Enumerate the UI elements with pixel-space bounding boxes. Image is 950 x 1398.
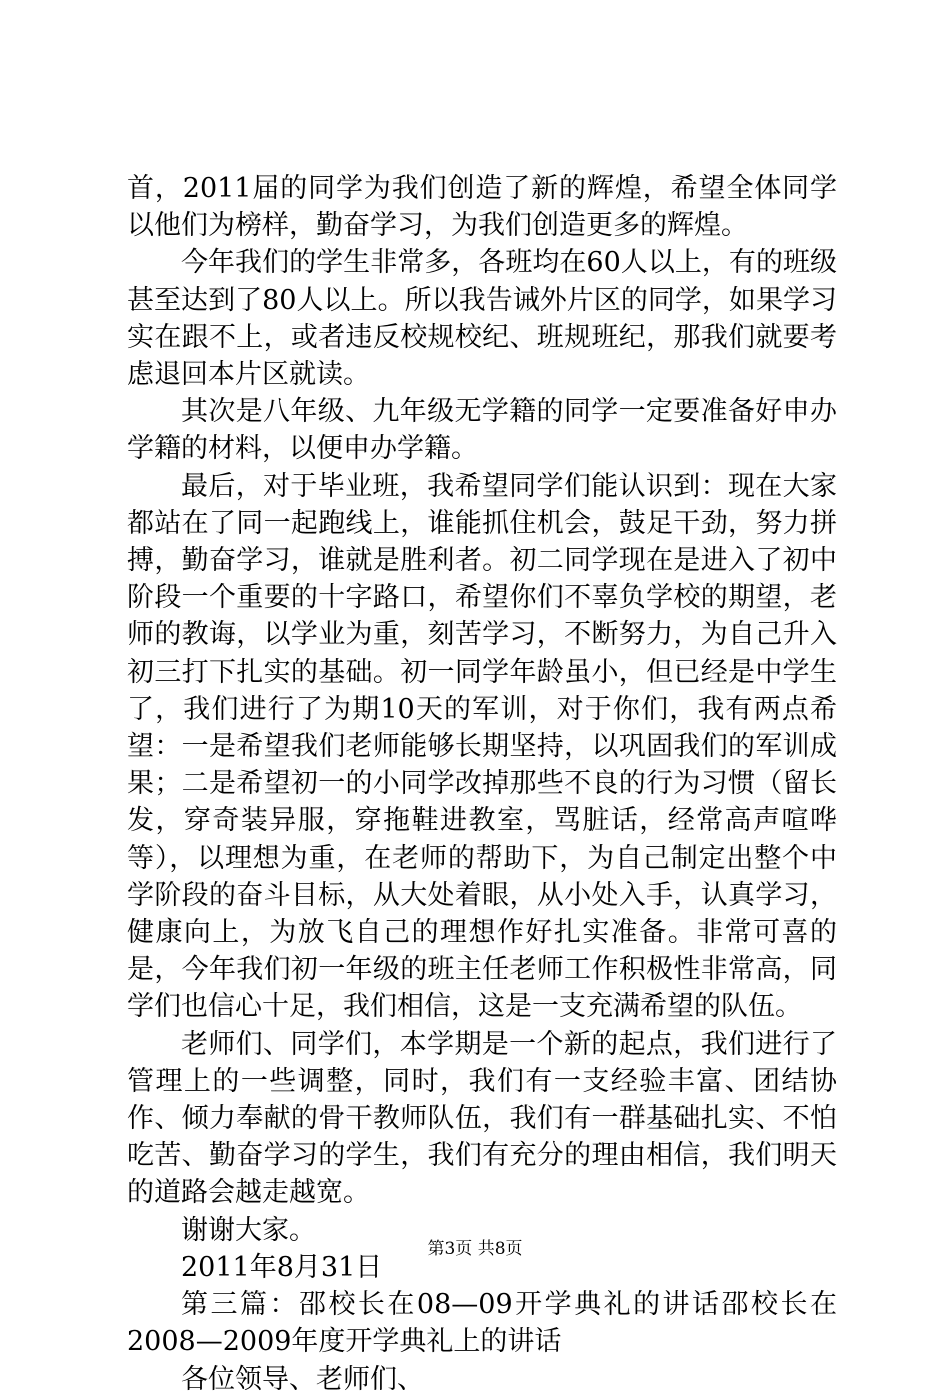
paragraph-thanks: 谢谢大家。 (181, 1214, 316, 1246)
paragraph-salutation: 各位领导、老师们、 (181, 1363, 424, 1395)
paragraph-student-numbers: 今年我们的学生非常多，各班均在60人以上，有的班级甚至达到了80人以上。所以我告诫外片区的同学，如果学习实在跟不上，或者违反校规校纪、班规班纪，那我们就要考虑退回本片区就读。 (127, 247, 837, 391)
page-footer (0, 1238, 950, 1260)
paragraph-date: 2011年8月31日 (181, 1251, 383, 1283)
paragraph-continuation: 首，2011届的同学为我们创造了新的辉煌，希望全体同学以他们为榜样，勤奋学习，为我们创造更多的辉煌。 (127, 173, 837, 242)
page-number-label: 第3页 共8页 (427, 1239, 523, 1259)
paragraph-closing-remarks: 老师们、同学们，本学期是一个新的起点，我们进行了管理上的一些调整，同时，我们有一支经验丰富、团结协作、倾力奉献的骨干教师队伍，我们有一群基础扎实、不怕吃苦、勤奋学习的学生，我们有充分的理由相信，我们明天的道路会越走越宽。 (127, 1028, 837, 1209)
paragraph-section-heading: 第三篇：邵校长在08—09开学典礼的讲话邵校长在2008—2009年度开学典礼上的讲话 (127, 1289, 837, 1358)
paragraph-enrollment-records: 其次是八年级、九年级无学籍的同学一定要准备好申办学籍的材料，以便申办学籍。 (127, 396, 837, 465)
paragraph-grade-expectations: 最后，对于毕业班，我希望同学们能认识到：现在大家都站在了同一起跑线上，谁能抓住机会，鼓足干劲，努力拼搏，勤奋学习，谁就是胜利者。初二同学现在是进入了初中阶段一个重要的十字路口，希望你们不辜负学校的期望，老师的教诲，以学业为重，刻苦学习，不断努力，为自己升入初三打下扎实的基础。初一同学年龄虽小，但已经是中学生了，我们进行了为期10天的军训，对于你们，我有两点希望：一是希望我们老师能够长期坚持，以巩固我们的军训成果；二是希望初一的小同学改掉那些不良的行为习惯（留长发，穿奇装异服，穿拖鞋进教室，骂脏话，经常高声喧哗等），以理想为重，在老师的帮助下，为自己制定出整个中学阶段的奋斗目标，从大处着眼，从小处入手，认真学习，健康向上，为放飞自己的理想作好扎实准备。非常可喜的是，今年我们初一年级的班主任老师工作积极性非常高，同学们也信心十足，我们相信，这是一支充满希望的队伍。 (127, 470, 837, 1023)
document-body (127, 170, 837, 1398)
